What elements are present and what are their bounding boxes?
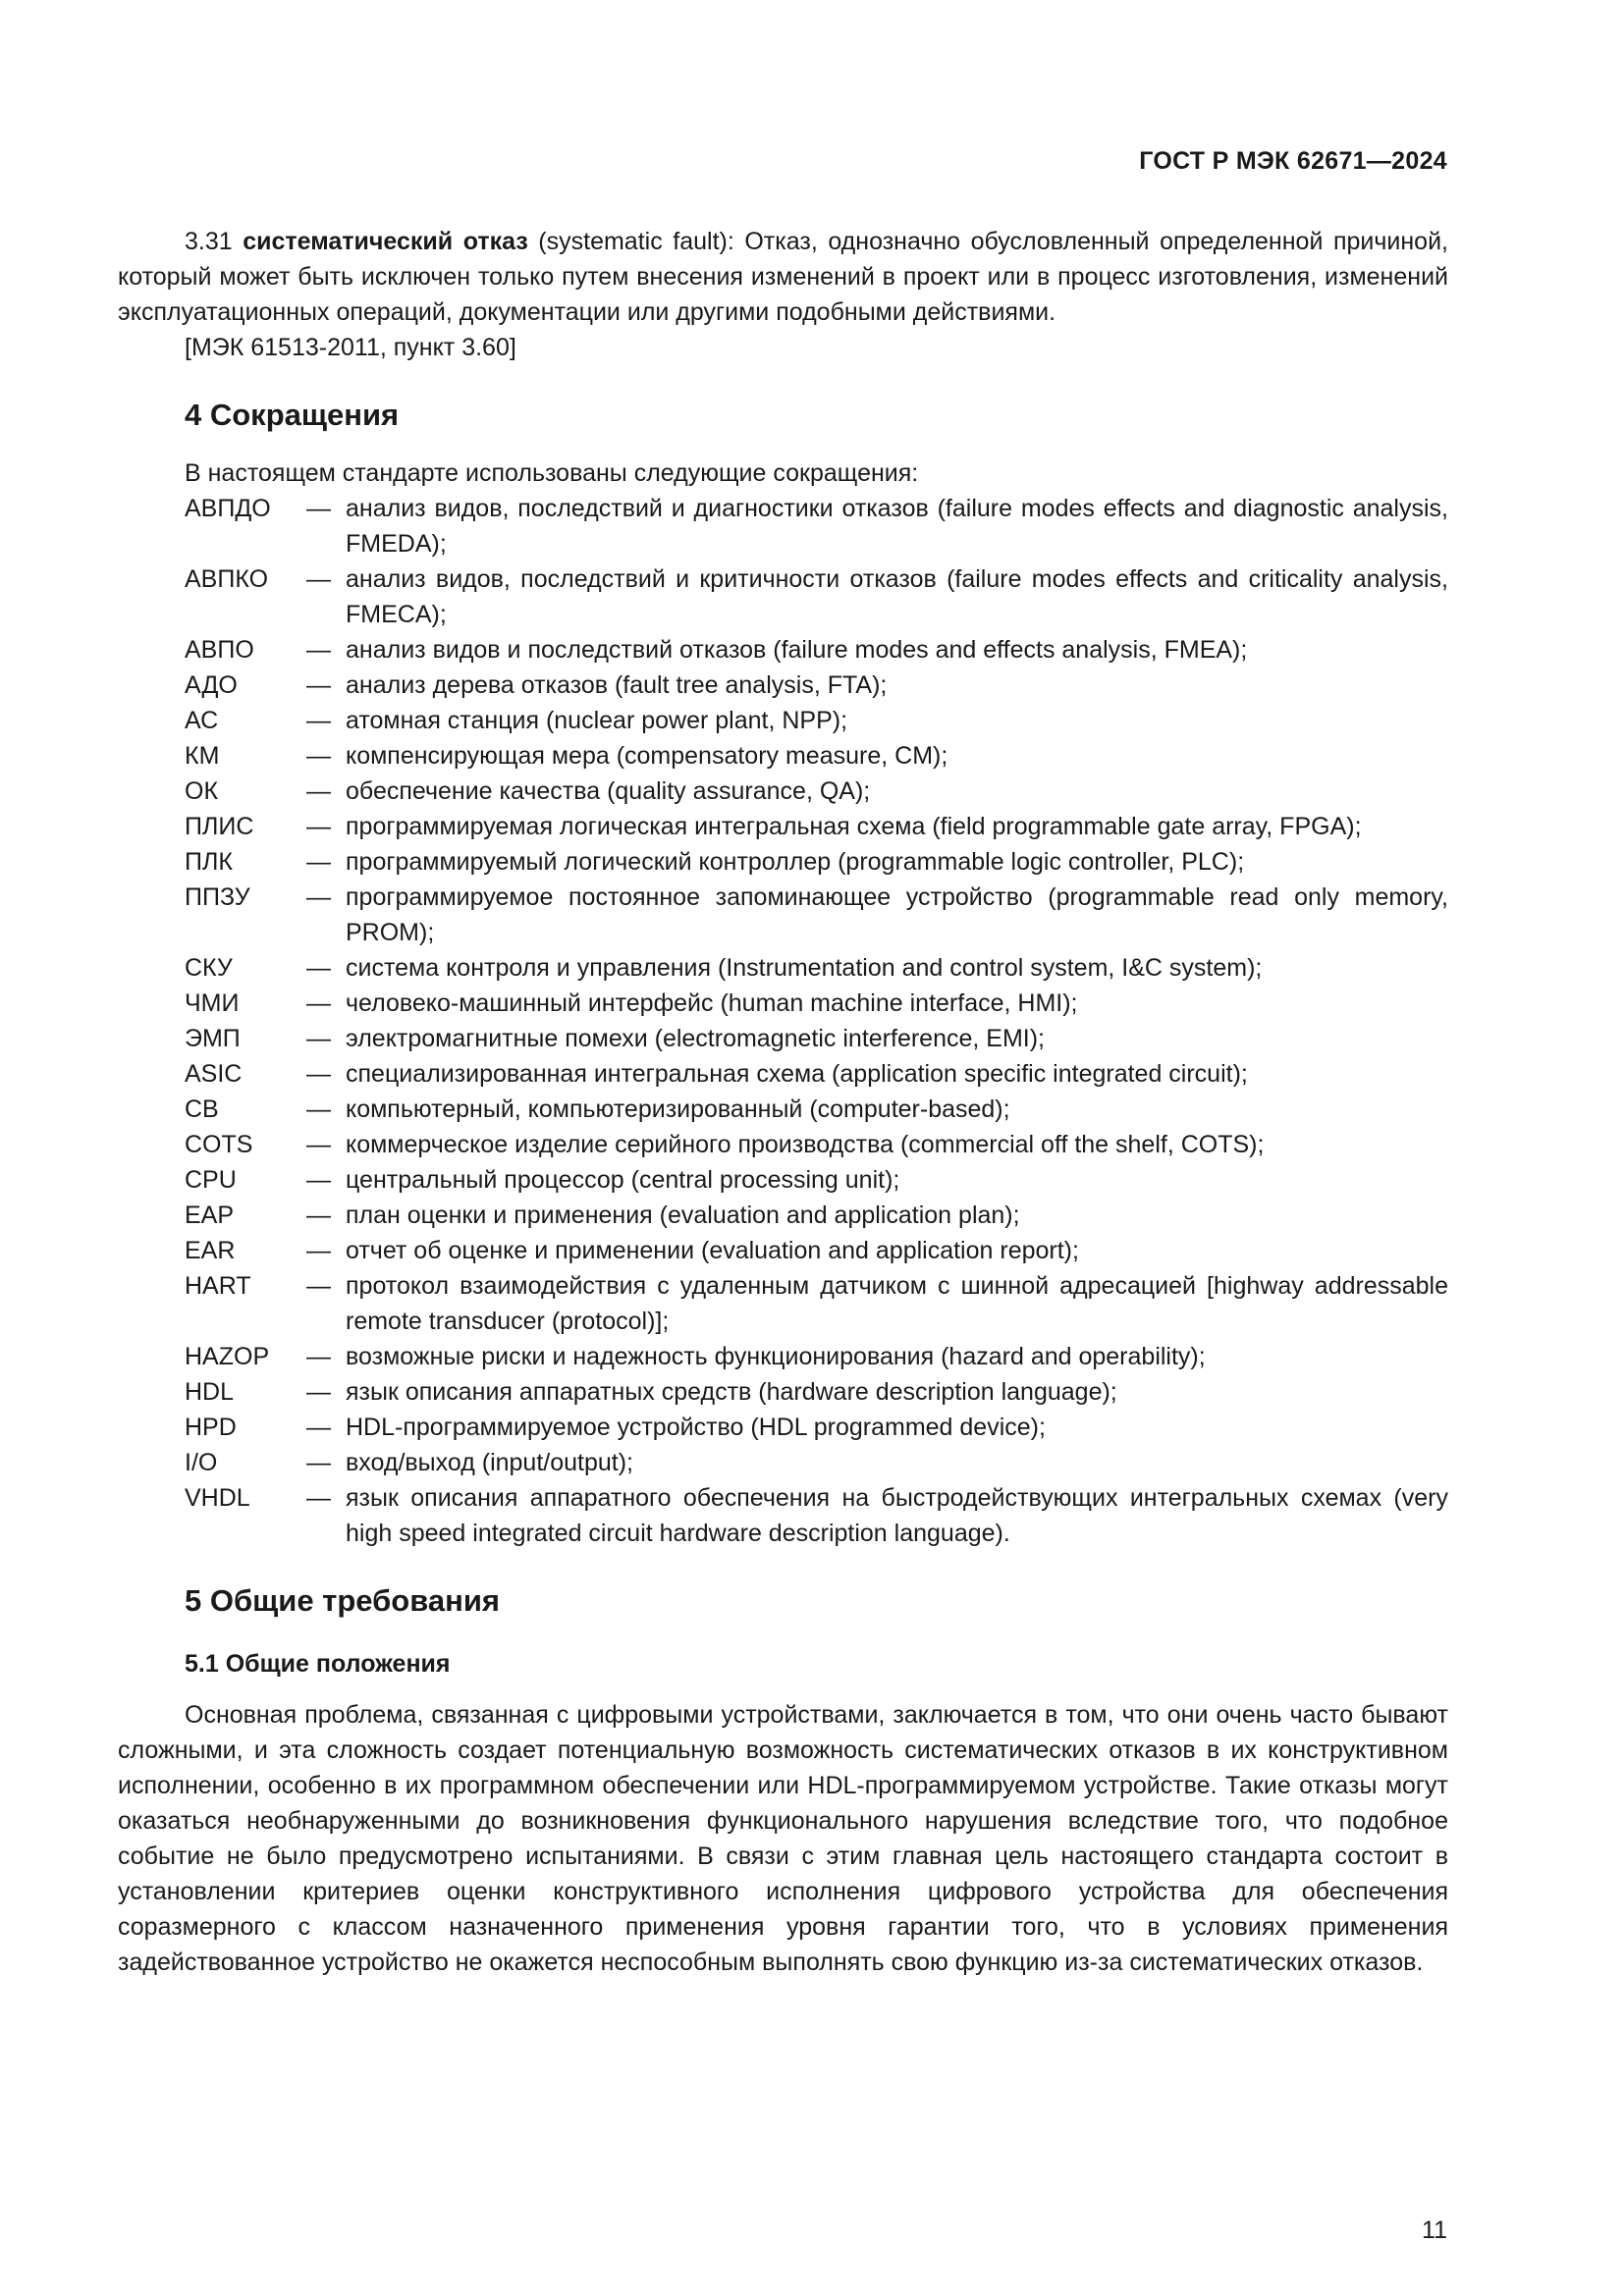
abbreviation-term: ЧМИ [185,989,240,1017]
abbreviation-item [118,774,1448,809]
abbreviation-definition: коммерческое изделие серийного производства (commercial off the shelf, COTS); [346,1131,1265,1158]
definition-number: 3.31 [185,228,233,255]
abbreviation-definition: центральный процессор (central processing unit); [346,1166,900,1194]
abbreviation-item [118,1092,1448,1127]
abbreviation-term: I/O [185,1449,218,1476]
abbreviation-term: ППЗУ [185,883,250,911]
abbreviation-definition: компенсирующая мера (compensatory measure, CM); [346,742,948,770]
abbreviation-dash: — [306,1378,331,1406]
abbreviation-term: КМ [185,742,220,770]
abbreviation-dash: — [306,954,331,982]
abbreviation-definition: обеспечение качества (quality assurance, QA); [346,777,871,805]
abbreviation-definition: анализ видов, последствий и диагностики отказов (failure modes effects and diagnostic analysis, FMEDA); [346,495,1448,558]
abbreviation-dash: — [306,707,331,734]
abbreviation-item [118,1480,1448,1551]
abbreviation-item [118,632,1448,667]
abbreviation-definition: план оценки и применения (evaluation and application plan); [346,1201,1020,1229]
abbreviation-item [118,1374,1448,1410]
abbreviation-definition: система контроля и управления (Instrumentation and control system, I&C system); [346,954,1263,982]
abbreviation-dash: — [306,1025,331,1052]
abbreviation-term: COTS [185,1131,253,1158]
abbreviation-item [118,1198,1448,1233]
abbreviation-term: HPD [185,1414,237,1441]
abbreviation-term: VHDL [185,1484,250,1512]
abbreviation-dash: — [306,1095,331,1123]
abbreviation-definition: язык описания аппаратного обеспечения на быстродействующих интегральных схемах (very high speed integrated circuit hardware description language). [346,1484,1448,1547]
abbreviation-term: EAP [185,1201,235,1229]
abbreviation-definition: отчет об оценке и применении (evaluation and application report); [346,1237,1079,1264]
section-5-1-paragraph: Основная проблема, связанная с цифровыми устройствами, заключается в том, что они очень часто бывают сложными, и эта сложность создает потенциальную возможность систематических отказов в их конструктивном исполнении, особенно в их программном обеспечении или HDL-программируемом устройстве. Такие отказы могут оказаться необнаруженными до возникновения функционального нарушения вследствие того, что подобное событие не было предусмотрено испытаниями. В связи с этим главная цель настоящего стандарта состоит в установлении критериев оценки конструктивного исполнения цифрового устройства для обеспечения соразмерного с классом назначенного применения уровня гарантии того, что в условиях применения задействованное устройство не окажется неспособным выполнять свою функцию из-за систематических отказов. [118,1701,1448,1976]
abbreviation-item [118,1056,1448,1092]
abbreviation-dash: — [306,565,331,593]
abbreviation-item [118,667,1448,703]
abbreviation-term: ОК [185,777,219,805]
definition-reference: [МЭК 61513-2011, пункт 3.60] [185,334,516,361]
abbreviation-item [118,1021,1448,1056]
abbreviation-dash: — [306,1060,331,1088]
abbreviation-dash: — [306,1201,331,1229]
abbreviation-term: HDL [185,1378,235,1406]
section-4-title: 4 Сокращения [185,398,400,432]
abbreviation-term: АВПКО [185,565,269,593]
abbreviation-item [118,491,1448,561]
abbreviation-dash: — [306,1343,331,1370]
section-4-intro: В настоящем стандарте использованы следующие сокращения: [185,459,919,487]
abbreviation-term: EAR [185,1237,236,1264]
abbreviation-dash: — [306,495,331,522]
abbreviation-term: HART [185,1272,251,1300]
abbreviation-definition: анализ дерева отказов (fault tree analysis, FTA); [346,671,888,699]
definition-text: (systematic fault): Отказ, однозначно обусловленный определенной причиной, который может быть исключен только путем внесения изменений в проект или в процесс изготовления, изменений эксплуатационных операций, документации или другими подобными действиями. [118,228,1448,326]
abbreviation-definition: компьютерный, компьютеризированный (computer-based); [346,1095,1010,1123]
abbreviation-dash: — [306,1237,331,1264]
abbreviation-definition: электромагнитные помехи (electromagnetic interference, EMI); [346,1025,1045,1052]
abbreviation-definition: вход/выход (input/output); [346,1449,634,1476]
abbreviation-dash: — [306,1272,331,1300]
abbreviation-dash: — [306,1414,331,1441]
abbreviation-item [118,1268,1448,1339]
abbreviation-definition: программируемое постоянное запоминающее устройство (programmable read only memory, PROM); [346,883,1448,946]
section-5-title: 5 Общие требования [185,1583,500,1618]
abbreviation-item [118,1410,1448,1445]
abbreviation-definition: человеко-машинный интерфейс (human machine interface, HMI); [346,989,1078,1017]
abbreviation-term: CB [185,1095,219,1123]
abbreviation-term: HAZOP [185,1343,270,1370]
abbreviation-term: ЭМП [185,1025,241,1052]
abbreviation-dash: — [306,1166,331,1194]
abbreviation-definition: программируемый логический контроллер (programmable logic controller, PLC); [346,848,1245,876]
abbreviation-item [118,880,1448,950]
abbreviation-dash: — [306,777,331,805]
abbreviation-item [118,738,1448,774]
abbreviation-definition: анализ видов, последствий и критичности отказов (failure modes effects and criticality analysis, FMECA); [346,565,1448,628]
abbreviation-definition: протокол взаимодействия с удаленным датчиком с шинной адресацией [highway addressable remote transducer (protocol)]; [346,1272,1448,1335]
abbreviation-dash: — [306,1484,331,1512]
abbreviation-term: АВПДО [185,495,271,522]
abbreviation-dash: — [306,671,331,699]
abbreviation-definition: анализ видов и последствий отказов (failure modes and effects analysis, FMEA); [346,636,1248,664]
abbreviation-dash: — [306,1449,331,1476]
abbreviation-term: ПЛИС [185,813,254,840]
abbreviation-definition: HDL-программируемое устройство (HDL programmed device); [346,1414,1046,1441]
abbreviation-definition: атомная станция (nuclear power plant, NPP); [346,707,848,734]
abbreviation-dash: — [306,989,331,1017]
page-content [118,224,1448,1980]
page-number: 11 [1422,2216,1447,2244]
abbreviation-dash: — [306,636,331,664]
abbreviation-item [118,561,1448,632]
abbreviation-item [118,844,1448,880]
abbreviation-item [118,703,1448,738]
abbreviation-item [118,950,1448,986]
abbreviation-definition: специализированная интегральная схема (application specific integrated circuit); [346,1060,1248,1088]
definition-term: систематический отказ [243,228,528,255]
abbreviation-term: СКУ [185,954,233,982]
abbreviation-term: АВПО [185,636,254,664]
abbreviation-item [118,1445,1448,1480]
abbreviation-dash: — [306,813,331,840]
abbreviation-definition: возможные риски и надежность функционирования (hazard and operability); [346,1343,1206,1370]
abbreviation-term: CPU [185,1166,237,1194]
abbreviation-definition: программируемая логическая интегральная схема (field programmable gate array, FPGA); [346,813,1362,840]
abbreviation-dash: — [306,883,331,911]
definition-paragraph [118,224,1448,330]
abbreviation-term: АДО [185,671,238,699]
abbreviation-term: ASIC [185,1060,243,1088]
abbreviation-definition: язык описания аппаратных средств (hardware description language); [346,1378,1117,1406]
abbreviation-list [118,491,1448,1551]
document-header: ГОСТ Р МЭК 62671—2024 [1139,147,1447,175]
abbreviation-dash: — [306,1131,331,1158]
abbreviation-item [118,1233,1448,1268]
abbreviation-dash: — [306,742,331,770]
abbreviation-item [118,1339,1448,1374]
abbreviation-dash: — [306,848,331,876]
abbreviation-item [118,986,1448,1021]
subsection-5-1-title: 5.1 Общие положения [185,1650,451,1678]
abbreviation-term: ПЛК [185,848,233,876]
abbreviation-item [118,1162,1448,1198]
abbreviation-term: АС [185,707,219,734]
abbreviation-item [118,1127,1448,1162]
abbreviation-item [118,809,1448,844]
